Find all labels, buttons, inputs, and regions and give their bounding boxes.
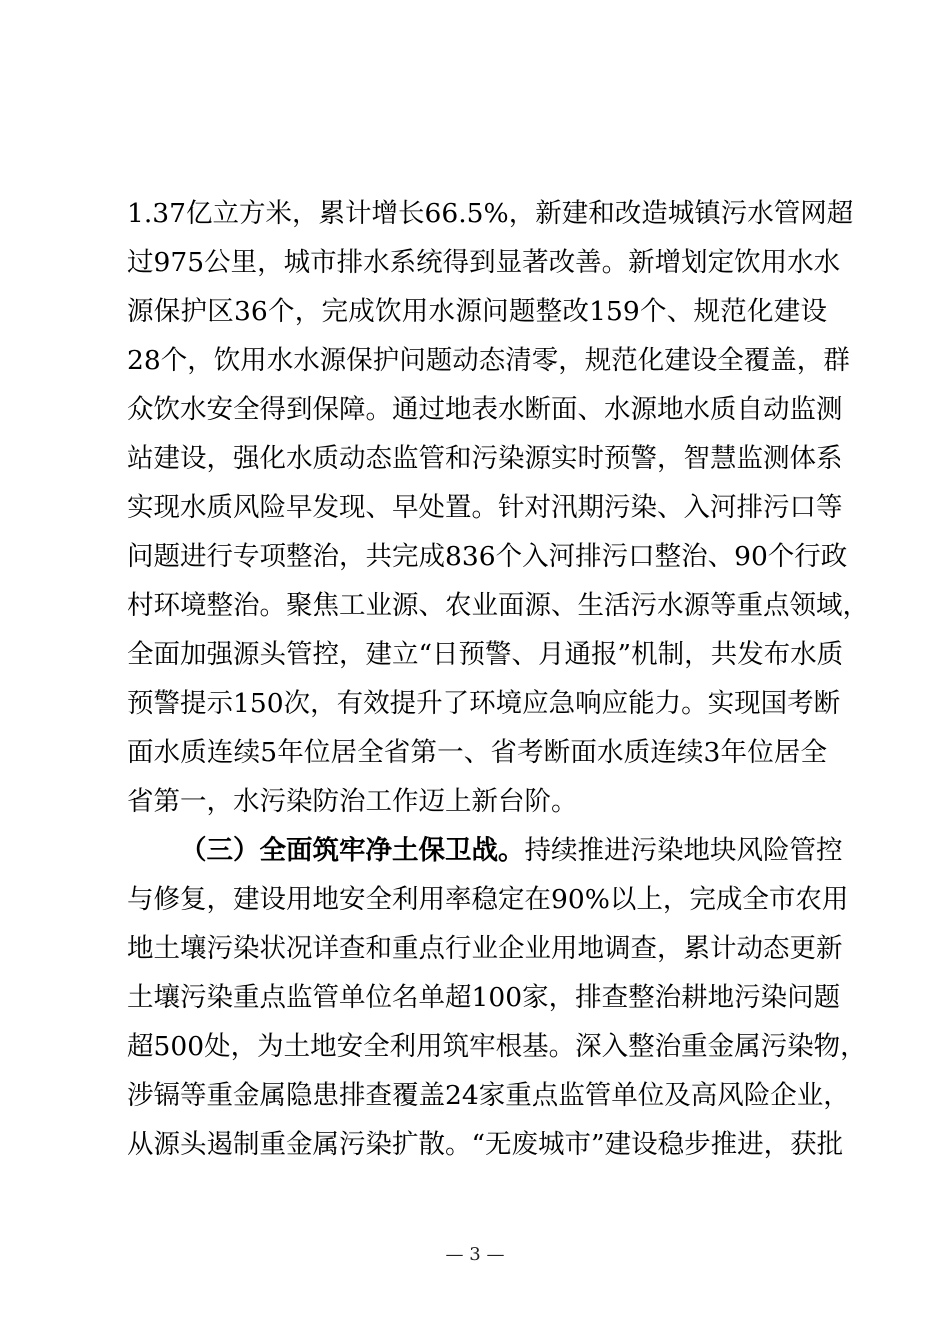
- paragraph-line: 问题进行专项整治，共完成836个入河排污口整治、90个行政: [127, 541, 848, 572]
- paragraph-line: 省第一，水污染防治工作迈上新台阶。: [127, 786, 578, 817]
- paragraph-line: 从源头遏制重金属污染扩散。“无废城市”建设稳步推进，获批: [127, 1129, 844, 1160]
- paragraph-line: 预警提示150次，有效提升了环境应急响应能力。实现国考断: [127, 688, 841, 719]
- paragraph-line: 站建设，强化水质动态监管和污染源实时预警，智慧监测体系: [127, 443, 843, 474]
- paragraph-line: 众饮水安全得到保障。通过地表水断面、水源地水质自动监测: [127, 394, 843, 425]
- section-first-line: [180, 831, 843, 871]
- section-heading: （三）全面筑牢净土保卫战。: [180, 835, 525, 866]
- paragraph-line: 过975公里，城市排水系统得到显著改善。新增划定饮用水水: [127, 247, 841, 278]
- paragraph-line: 全面加强源头管控，建立“日预警、月通报”机制，共发布水质: [127, 639, 844, 670]
- paragraph-line: 涉镉等重金属隐患排查覆盖24家重点监管单位及高风险企业，: [127, 1080, 850, 1111]
- paragraph-line: 实现水质风险早发现、早处置。针对汛期污染、入河排污口等: [127, 492, 843, 523]
- paragraph-line: 1.37亿立方米，累计增长66.5%，新建和改造城镇污水管网超: [127, 198, 854, 229]
- section-line-text: 持续推进污染地块风险管控: [524, 835, 843, 866]
- paragraph-line: 面水质连续5年位居全省第一、省考断面水质连续3年位居全: [127, 737, 827, 768]
- paragraph-line: 28个，饮用水水源保护问题动态清零，规范化建设全覆盖，群: [127, 345, 850, 376]
- paragraph-line: 源保护区36个，完成饮用水源问题整改159个、规范化建设: [127, 296, 827, 327]
- paragraph-line: 超500处，为土地安全利用筑牢根基。深入整治重金属污染物，: [127, 1031, 867, 1062]
- page-number: — 3 —: [445, 1244, 505, 1265]
- paragraph-line: 村环境整治。聚焦工业源、农业面源、生活污水源等重点领域，: [127, 590, 869, 621]
- paragraph-line: 与修复，建设用地安全利用率稳定在90%以上，完成全市农用: [127, 884, 849, 915]
- paragraph-line: 地土壤污染状况详查和重点行业企业用地调查，累计动态更新: [127, 933, 843, 964]
- paragraph-line: 土壤污染重点监管单位名单超100家，排查整治耕地污染问题: [127, 982, 841, 1013]
